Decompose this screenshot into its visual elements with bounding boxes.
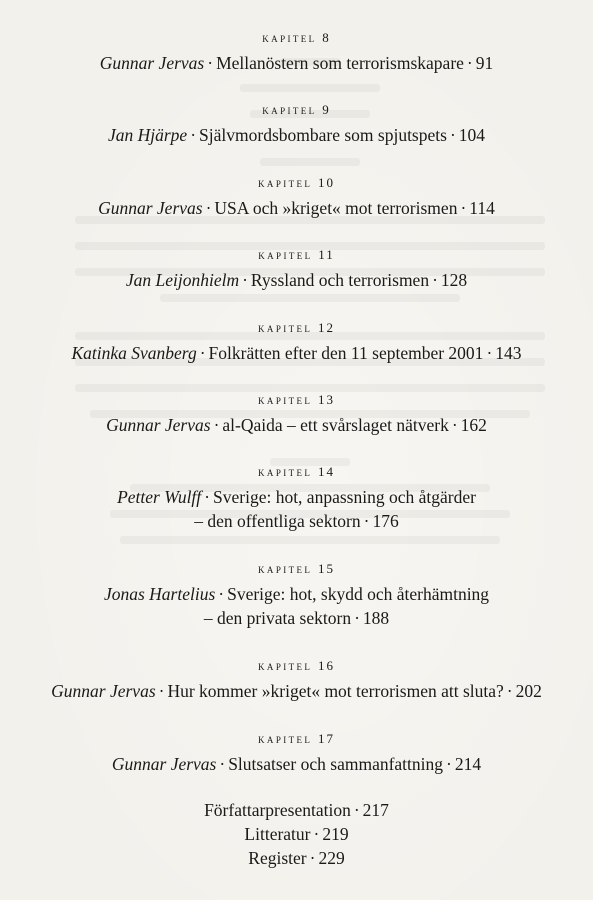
chapter-line: Gunnar Jervas · al-Qaida – ett svårslaget nätverk · 162 (106, 415, 487, 435)
toc-entry-chapter-12 (0, 320, 593, 365)
chapter-title: Självmordsbombare som spjutspets (199, 125, 447, 145)
chapter-page: 91 (475, 53, 494, 73)
toc-entry-chapter-13 (0, 392, 593, 437)
chapter-author: Gunnar Jervas (106, 415, 211, 435)
chapter-line: Gunnar Jervas · Slutsatser och sammanfattning · 214 (111, 754, 482, 774)
chapter-title: al-Qaida – ett svårslaget nätverk (222, 415, 449, 435)
toc-entry-chapter-14 (0, 464, 593, 533)
chapter-line: Gunnar Jervas · Hur kommer »kriget« mot terrorismen att sluta? · 202 (51, 681, 542, 701)
chapter-line: Gunnar Jervas · Mellanöstern som terrorismskapare · 91 (99, 53, 494, 73)
toc-entry-chapter-17 (0, 731, 593, 776)
chapter-page: 128 (440, 270, 468, 290)
chapter-title: Hur kommer »kriget« mot terrorismen att sluta? (167, 681, 504, 701)
chapter-title: Slutsatser och sammanfattning (228, 754, 444, 774)
chapter-page: 143 (495, 343, 522, 363)
chapter-title: Ryssland och terrorismen (250, 270, 430, 290)
chapter-page: 104 (458, 125, 486, 145)
toc-backmatter (0, 798, 593, 870)
chapter-heading: kapitel 16 (258, 658, 335, 673)
toc-entry-chapter-16 (0, 658, 593, 703)
chapter-title: Sverige: hot, skydd och återhämtning (227, 584, 490, 604)
chapter-title: Folkrätten efter den 11 september 2001 (208, 343, 484, 363)
chapter-heading: kapitel 8 (262, 30, 331, 45)
chapter-heading: kapitel 14 (258, 464, 335, 479)
chapter-page: 214 (454, 754, 482, 774)
toc-entry-chapter-10 (0, 175, 593, 220)
chapter-subtitle: – den offentliga sektorn (194, 511, 361, 531)
chapter-author: Gunnar Jervas (111, 754, 217, 774)
chapter-heading: kapitel 12 (258, 320, 335, 335)
chapter-author: Gunnar Jervas (51, 681, 156, 701)
toc-entry-chapter-15 (0, 561, 593, 630)
chapter-heading: kapitel 17 (258, 731, 335, 746)
chapter-heading: kapitel 13 (258, 392, 335, 407)
chapter-line: Petter Wulff · Sverige: hot, anpassning och åtgärder (117, 487, 476, 507)
chapter-heading: kapitel 11 (258, 247, 335, 262)
chapter-line-continued: – den offentliga sektorn · 176 (194, 511, 399, 531)
chapter-line: Jan Hjärpe · Självmordsbombare som spjutspets · 104 (107, 125, 486, 145)
toc-entry-chapter-8 (0, 30, 593, 75)
chapter-page: 162 (460, 415, 487, 435)
chapter-author: Gunnar Jervas (99, 53, 205, 73)
chapter-author: Gunnar Jervas (98, 198, 203, 218)
toc-entry-chapter-11 (0, 247, 593, 292)
chapter-author: Jan Leijonhielm (125, 270, 240, 290)
chapter-line: Katinka Svanberg · Folkrätten efter den 11 september 2001 · 143 (71, 343, 522, 363)
toc-entry-chapter-9 (0, 102, 593, 147)
chapter-line-continued: – den privata sektorn · 188 (203, 608, 390, 628)
chapter-title: USA och »kriget« mot terrorismen (214, 198, 458, 218)
chapter-page: 188 (362, 608, 390, 628)
chapter-page: 114 (469, 198, 495, 218)
chapter-title: Sverige: hot, anpassning och åtgärder (213, 487, 476, 507)
chapter-page: 202 (515, 681, 542, 701)
chapter-page: 176 (372, 511, 399, 531)
chapter-author: Jan Hjärpe (107, 125, 188, 145)
chapter-line: Gunnar Jervas · USA och »kriget« mot terrorismen · 114 (98, 198, 495, 218)
chapter-heading: kapitel 15 (258, 561, 335, 576)
toc-entry-author-presentation: Författarpresentation · 217 (204, 800, 389, 820)
chapter-author: Petter Wulff (117, 487, 202, 507)
chapter-line: Jan Leijonhielm · Ryssland och terrorismen · 128 (125, 270, 468, 290)
chapter-title: Mellanöstern som terrorismskapare (216, 53, 464, 73)
chapter-heading: kapitel 10 (258, 175, 335, 190)
chapter-heading: kapitel 9 (262, 102, 331, 117)
chapter-subtitle: – den privata sektorn (203, 608, 352, 628)
toc-entry-literature: Litteratur · 219 (244, 824, 349, 844)
chapter-author: Jonas Hartelius (103, 584, 216, 604)
chapter-line: Jonas Hartelius · Sverige: hot, skydd och återhämtning (103, 584, 490, 604)
toc-entry-register: Register · 229 (248, 848, 345, 868)
chapter-author: Katinka Svanberg (71, 343, 197, 363)
